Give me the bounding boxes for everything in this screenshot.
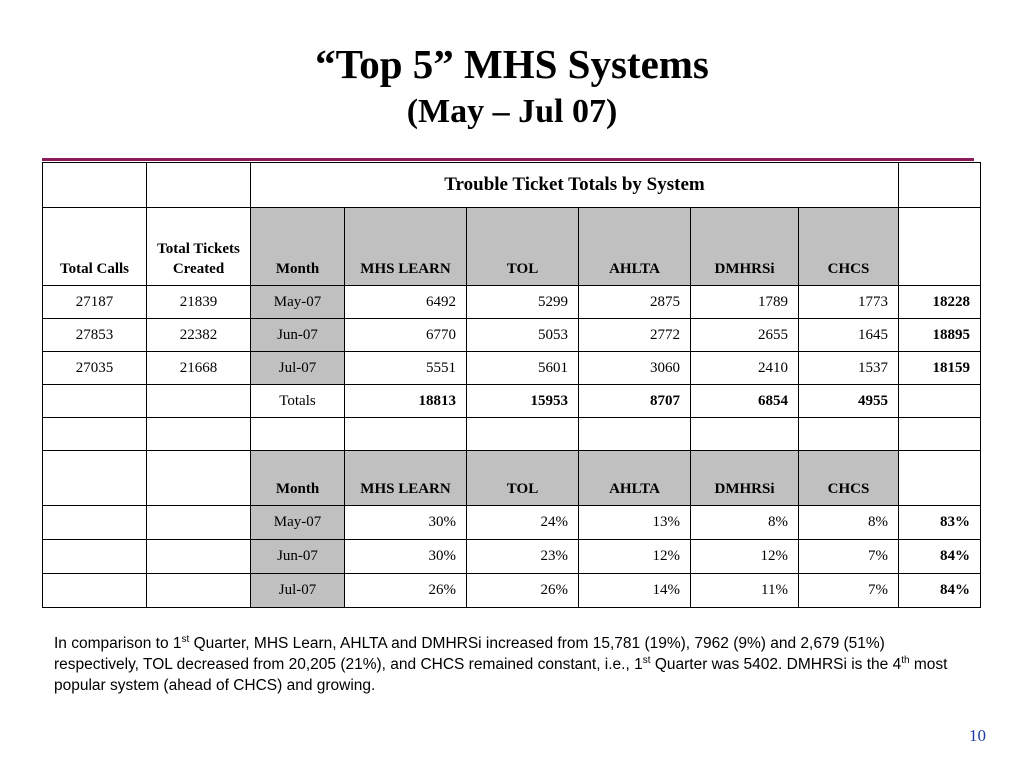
month-cell: May-07: [251, 286, 345, 319]
total-chcs: 4955: [799, 385, 899, 418]
value-cell: 6770: [345, 319, 467, 352]
value-cell: 1537: [799, 352, 899, 385]
percent-cell: 8%: [691, 506, 799, 540]
percent-cell: 7%: [799, 540, 899, 574]
header-tol: TOL: [467, 208, 579, 286]
percent-cell: 26%: [467, 574, 579, 608]
percent-cell: 30%: [345, 540, 467, 574]
value-cell: 5601: [467, 352, 579, 385]
header-dmhrsi: DMHRSi: [691, 208, 799, 286]
pct-header-tol: TOL: [467, 451, 579, 506]
percent-cell: 12%: [691, 540, 799, 574]
total-ahlta: 8707: [579, 385, 691, 418]
row-total-cell: 18228: [899, 286, 981, 319]
value-cell: 6492: [345, 286, 467, 319]
pct-header-ahlta: AHLTA: [579, 451, 691, 506]
value-cell: 2772: [579, 319, 691, 352]
slide-title: “Top 5” MHS Systems: [315, 41, 709, 87]
pct-header-mhs-learn: MHS LEARN: [345, 451, 467, 506]
total-mhs-learn: 18813: [345, 385, 467, 418]
value-cell: 1789: [691, 286, 799, 319]
header-total-calls: Total Calls: [43, 208, 147, 286]
value-cell: 2875: [579, 286, 691, 319]
percent-cell: 24%: [467, 506, 579, 540]
percent-cell: 26%: [345, 574, 467, 608]
spacer-row: [43, 418, 981, 451]
table-banner: Trouble Ticket Totals by System: [251, 163, 899, 208]
value-cell: 1645: [799, 319, 899, 352]
value-cell: 5053: [467, 319, 579, 352]
table-row: [43, 286, 981, 319]
month-cell: Jul-07: [251, 352, 345, 385]
comparison-note: In comparison to 1st Quarter, MHS Learn, AHLTA and DMHRSi increased from 15,781 (19%), 7962 (9%) and 2,679 (51%) respectively, TOL decreased from 20,205 (21%), and CHCS remained constant, i.e., 1st Quarter was 5402. DMHRSi is the 4th most popular system (ahead of CHCS) and growing.: [54, 633, 948, 694]
pct-header-chcs: CHCS: [799, 451, 899, 506]
value-cell: 1773: [799, 286, 899, 319]
percent-cell: 13%: [579, 506, 691, 540]
value-cell: 5551: [345, 352, 467, 385]
title-divider: [42, 158, 974, 161]
row-total-cell: 18895: [899, 319, 981, 352]
row-total-cell: 18159: [899, 352, 981, 385]
total-calls-cell: 27853: [43, 319, 147, 352]
value-cell: 3060: [579, 352, 691, 385]
total-tickets-cell: 21839: [147, 286, 251, 319]
header-total-tickets: Total Tickets Created: [147, 208, 251, 286]
total-tickets-cell: 21668: [147, 352, 251, 385]
total-tol: 15953: [467, 385, 579, 418]
totals-label: Totals: [251, 385, 345, 418]
percent-total-cell: 83%: [899, 506, 981, 540]
month-cell: Jun-07: [251, 540, 345, 574]
header-chcs: CHCS: [799, 208, 899, 286]
pct-header-dmhrsi: DMHRSi: [691, 451, 799, 506]
percent-cell: 7%: [799, 574, 899, 608]
percent-row: [43, 540, 981, 574]
trouble-ticket-table: [42, 162, 981, 608]
table-row: [43, 319, 981, 352]
value-cell: 5299: [467, 286, 579, 319]
header-mhs-learn: MHS LEARN: [345, 208, 467, 286]
percent-header-row: [43, 451, 981, 506]
month-cell: Jun-07: [251, 319, 345, 352]
total-calls-cell: 27035: [43, 352, 147, 385]
banner-row: [43, 163, 981, 208]
percent-cell: 11%: [691, 574, 799, 608]
pct-header-month: Month: [251, 451, 345, 506]
month-cell: Jul-07: [251, 574, 345, 608]
table-row: [43, 352, 981, 385]
percent-cell: 12%: [579, 540, 691, 574]
percent-cell: 8%: [799, 506, 899, 540]
percent-cell: 14%: [579, 574, 691, 608]
percent-total-cell: 84%: [899, 540, 981, 574]
percent-cell: 23%: [467, 540, 579, 574]
slide-subtitle: (May – Jul 07): [406, 93, 618, 130]
page-number: 10: [969, 726, 986, 745]
percent-row: [43, 574, 981, 608]
month-cell: May-07: [251, 506, 345, 540]
header-month: Month: [251, 208, 345, 286]
value-cell: 2655: [691, 319, 799, 352]
value-cell: 2410: [691, 352, 799, 385]
total-tickets-cell: 22382: [147, 319, 251, 352]
percent-cell: 30%: [345, 506, 467, 540]
percent-total-cell: 84%: [899, 574, 981, 608]
count-header-row: [43, 208, 981, 286]
header-ahlta: AHLTA: [579, 208, 691, 286]
percent-row: [43, 506, 981, 540]
total-dmhrsi: 6854: [691, 385, 799, 418]
total-calls-cell: 27187: [43, 286, 147, 319]
totals-row: [43, 385, 981, 418]
